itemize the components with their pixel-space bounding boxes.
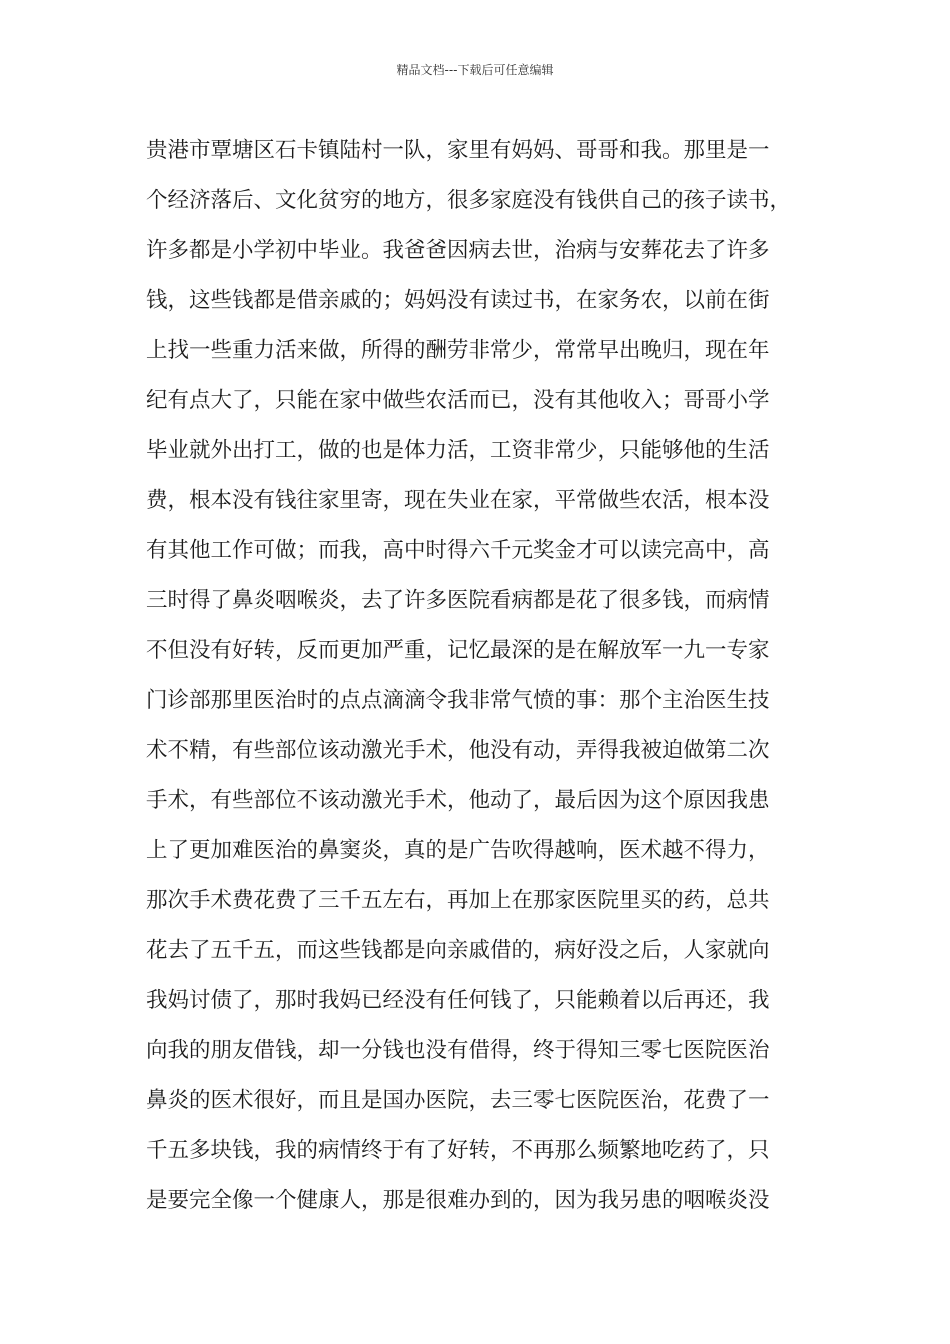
body-line: 我妈讨债了，那时我妈已经没有任何钱了，只能赖着以后再还，我 — [146, 988, 770, 1013]
body-line: 上找一些重力活来做，所得的酬劳非常少，常常早出晚归，现在年 — [146, 338, 770, 363]
body-line: 是要完全像一个健康人，那是很难办到的，因为我另患的咽喉炎没 — [146, 1188, 770, 1213]
body-line: 千五多块钱，我的病情终于有了好转，不再那么频繁地吃药了，只 — [146, 1138, 770, 1163]
body-line: 花去了五千五，而这些钱都是向亲戚借的，病好没之后，人家就向 — [146, 938, 770, 963]
body-line: 上了更加难医治的鼻窦炎，真的是广告吹得越响，医术越不得力， — [146, 838, 770, 863]
body-line: 那次手术费花费了三千五左右，再加上在那家医院里买的药，总共 — [146, 888, 770, 913]
body-line: 手术，有些部位不该动激光手术，他动了，最后因为这个原因我患 — [146, 788, 770, 813]
body-line: 毕业就外出打工，做的也是体力活，工资非常少，只能够他的生活 — [146, 438, 770, 463]
page-header: 精品文档---下载后可任意编辑 — [396, 63, 554, 77]
body-line: 不但没有好转，反而更加严重，记忆最深的是在解放军一九一专家 — [146, 638, 770, 663]
body-line: 钱，这些钱都是借亲戚的；妈妈没有读过书，在家务农，以前在街 — [146, 288, 770, 313]
body-line: 三时得了鼻炎咽喉炎，去了许多医院看病都是花了很多钱，而病情 — [146, 588, 770, 613]
body-line: 鼻炎的医术很好，而且是国办医院，去三零七医院医治，花费了一 — [146, 1088, 770, 1113]
body-line: 贵港市覃塘区石卡镇陆村一队，家里有妈妈、哥哥和我。那里是一 — [146, 138, 770, 163]
document-body — [146, 126, 826, 1226]
body-line: 有其他工作可做；而我，高中时得六千元奖金才可以读完高中，高 — [146, 538, 770, 563]
body-line: 个经济落后、文化贫穷的地方，很多家庭没有钱供自己的孩子读书， — [146, 188, 792, 213]
body-line: 费，根本没有钱往家里寄，现在失业在家，平常做些农活，根本没 — [146, 488, 770, 513]
body-line: 纪有点大了，只能在家中做些农活而已，没有其他收入；哥哥小学 — [146, 388, 770, 413]
body-line: 门诊部那里医治时的点点滴滴令我非常气愤的事：那个主治医生技 — [146, 688, 770, 713]
body-line: 向我的朋友借钱，却一分钱也没有借得，终于得知三零七医院医治 — [146, 1038, 770, 1063]
body-line: 术不精，有些部位该动激光手术，他没有动，弄得我被迫做第二次 — [146, 738, 770, 763]
body-line: 许多都是小学初中毕业。我爸爸因病去世，治病与安葬花去了许多 — [146, 238, 770, 263]
